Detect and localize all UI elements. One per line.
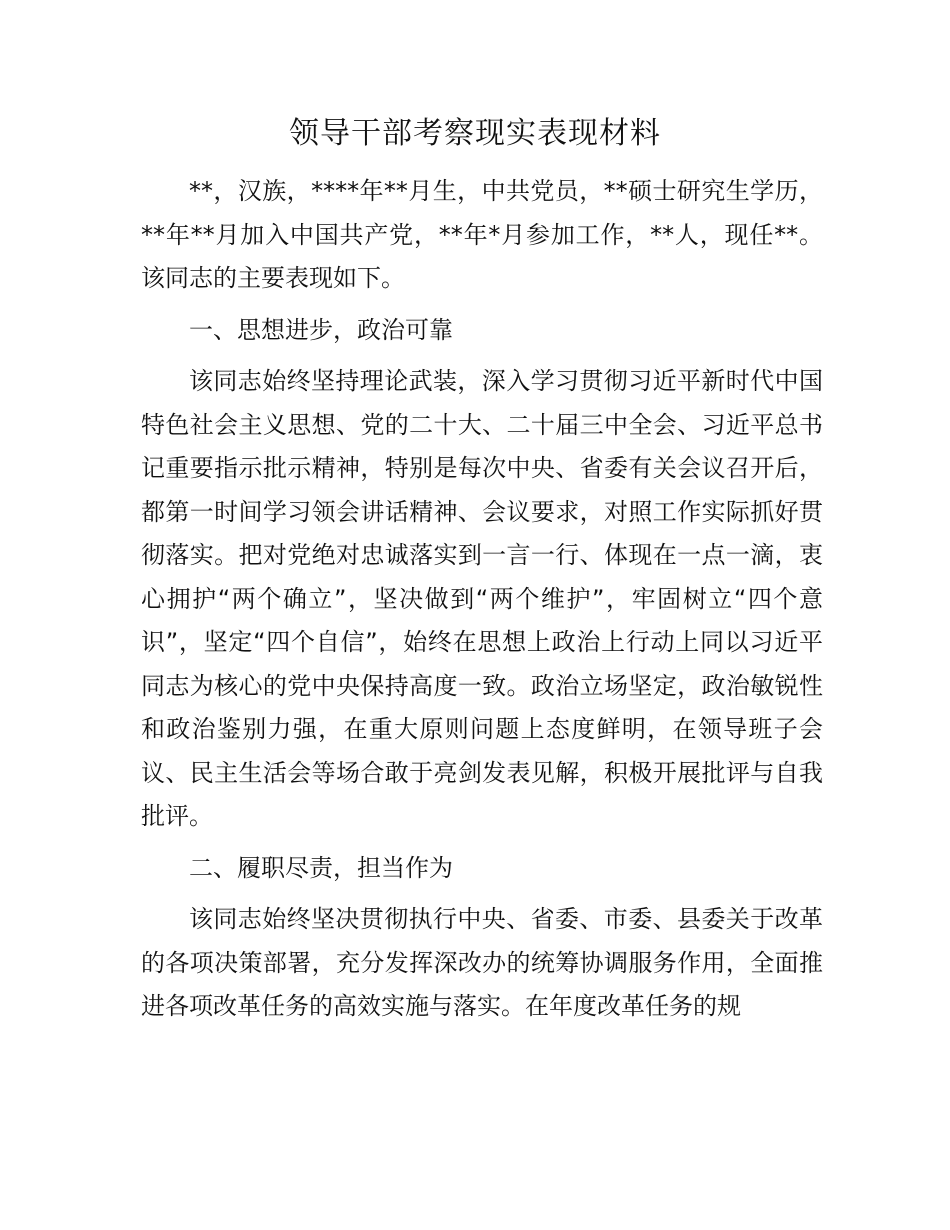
section-1-paragraph: 该同志始终坚持理论武装，深入学习贯彻习近平新时代中国特色社会主义思想、党的二十大、二十届三中全会、习近平总书记重要指示批示精神，特别是每次中央、省委有关会议召开后，都第一时间学习领会讲话精神、会议要求，对照工作实际抓好贯彻落实。把对党绝对忠诚落实到一言一行、体现在一点一滴，衷心拥护“两个确立”，坚决做到“两个维护”，牢固树立“四个意识”，坚定“四个自信”，始终在思想上政治上行动上同以习近平同志为核心的党中央保持高度一致。政治立场坚定，政治敏锐性和政治鉴别力强，在重大原则问题上态度鲜明，在领导班子会议、民主生活会等场合敢于亮剑发表见解，积极开展批评与自我批评。: [141, 367, 823, 830]
section-heading-2: 二、履职尽责，担当作为: [189, 853, 453, 882]
section-2-paragraph: 该同志始终坚决贯彻执行中央、省委、市委、县委关于改革的各项决策部署，充分发挥深改办的统筹协调服务作用，全面推进各项改革任务的高效实施与落实。在年度改革任务的规: [141, 905, 823, 1020]
document-body: [141, 170, 823, 1037]
intro-paragraph: **，汉族，****年**月生，中共党员，**硕士研究生学历，**年**月加入中国共产党，**年*月参加工作，**人，现任**。该同志的主要表现如下。: [141, 177, 823, 292]
document-title: 领导干部考察现实表现材料: [289, 116, 661, 151]
section-heading-1: 一、思想进步，政治可靠: [189, 315, 453, 344]
